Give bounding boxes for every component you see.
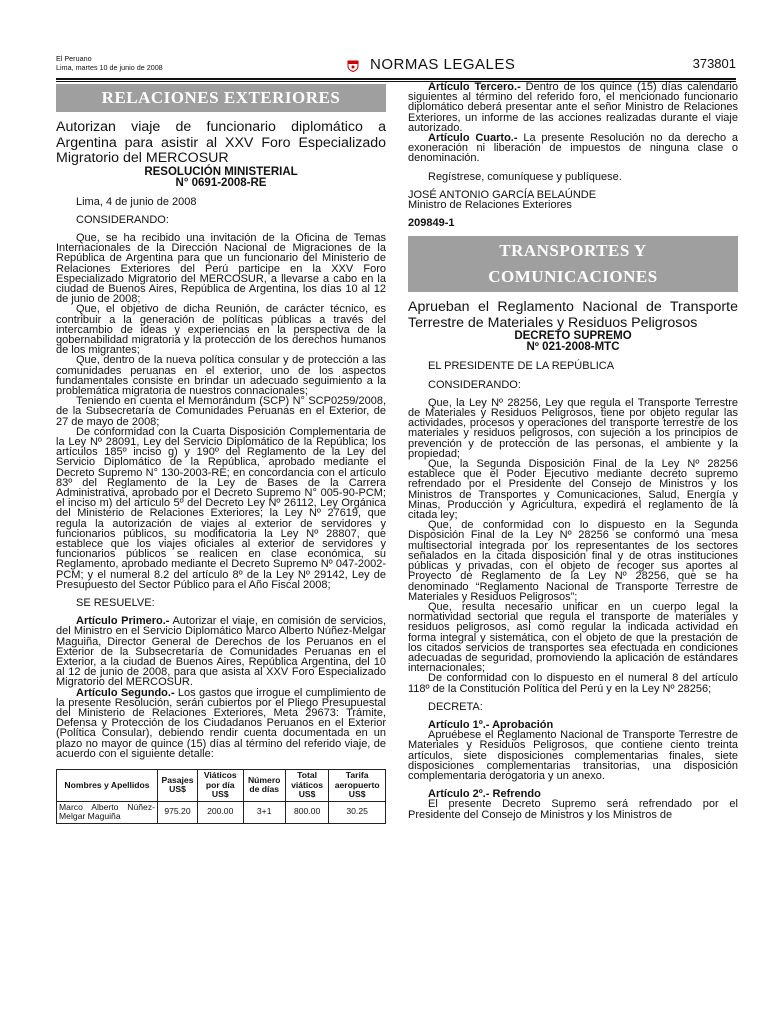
table-cell: 200.00	[197, 801, 243, 823]
reference-number: 209849-1	[408, 217, 455, 230]
resolution-code: N° 0691-2008-RE	[175, 176, 267, 189]
headline-right: Aprueban el Reglamento Nacional de Transporte Terrestre de Materiales y Residuos Peligrosos	[408, 299, 738, 331]
right-column	[408, 82, 738, 820]
table-cell: 30.25	[329, 801, 386, 823]
article-text: Autorizar el viaje, en comisión de servicios, del Ministro en el Servicio Diplomático Marco Alberto Núñez-Melgar Maguiña, Director General de Derechos de los Peruanos en el Exterior de la Subsecretaría de Comunidades Peruanas en el Exterior, a la ciudad de Buenos Aires, República Argentina, del 10 al 12 de junio de 2008, para que asista al XXV Foro Especializado Migratorio del MERCOSUR.	[56, 615, 386, 689]
page-number: 373801	[692, 56, 736, 71]
header-rule	[56, 78, 736, 80]
article-paragraph	[56, 688, 386, 759]
paragraph: Que, la Ley Nº 28256, Ley que regula el Transporte Terrestre de Materiales y Residuos Peligrosos, tiene por objeto regular las actividades, procesos y operaciones del transporte terrestre de los materiales y residuos peligrosos, con sujeción a los principios de prevención y de protección de las personas, el ambiente y la propiedad;	[408, 396, 738, 460]
article-label: Artículo Tercero.-	[428, 81, 521, 93]
section-banner-relaciones: RELACIONES EXTERIORES	[56, 84, 386, 112]
article-text: El presente Decreto Supremo será refrendado por el Presidente del Consejo de Ministros y los Ministros de	[408, 798, 738, 821]
article-text: Dentro de los quince (15) días calendario siguientes al término del referido foro, el mencionado funcionario diplomático deberá presentar ante el señor Ministro de Relaciones Exteriores, un informe de las acciones realizadas durante el viaje autorizado.	[408, 81, 738, 134]
decree-number	[408, 331, 738, 353]
column-header: Número de días	[243, 770, 285, 802]
article-label: Artículo Cuarto.-	[428, 132, 518, 145]
article-text: Los gastos que irrogue el cumplimiento de la presente Resolución, serán cubiertos por el Pliego Presupuestal del Ministerio de Relaciones Exteriores, Meta 29673: Trámite, Defensa y Protección de los Ciudadanos Peruanos en el Exterior (Política Consular), debiendo rendir cuenta documentada en un plazo no mayor de quince (15) días al término del referido viaje, de acuerdo con el siguiente detalle:	[56, 686, 386, 760]
peru-coat-of-arms-icon	[346, 60, 360, 72]
section-title: NORMAS LEGALES	[370, 56, 516, 73]
resolution-date: Lima, 4 de junio de 2008	[76, 195, 197, 208]
table-cell: Marco Alberto Núñez-Melgar Maguiña	[57, 801, 158, 823]
page-header	[56, 54, 736, 80]
decree-code: Nº 021-2008-MTC	[526, 341, 620, 354]
travel-expenses-table	[56, 769, 386, 824]
paragraph: Que, se ha recibido una invitación de la Oficina de Temas Internacionales de la Dirección Nacional de Migraciones de la República de Argentina para que un funcionario del Ministerio de Relaciones Exteriores del Perú participe en la XXV Foro Especializado Migratorio del MERCOSUR, a llevarse a cabo en la ciudad de Buenos Aires, República de Argentina, los días 10 al 12 de junio de 2008;	[56, 231, 386, 306]
paragraph: De conformidad con lo dispuesto en el numeral 8 del artículo 118º de la Constitución Política del Perú y en la Ley Nº 28256;	[408, 672, 738, 695]
signer-name: JOSÉ ANTONIO GARCÍA BELAÚNDE	[408, 188, 597, 201]
table-cell: 800.00	[285, 801, 328, 823]
article-paragraph	[408, 82, 738, 133]
president-line: EL PRESIDENTE DE LA REPÚBLICA	[428, 360, 615, 373]
column-header: Total viáticos US$	[285, 770, 328, 802]
publisher-name: El Peruano	[56, 54, 92, 63]
paragraph: Teniendo en cuenta el Memorándum (SCP) N° SCP0259/2008, de la Subsecretaría de Comunidades Peruanas en el Exterior, de 27 de mayo de 2008;	[56, 395, 386, 428]
left-column	[56, 84, 386, 824]
considerando-heading: CONSIDERANDO:	[428, 378, 521, 391]
signer-title: Ministro de Relaciones Exteriores	[408, 199, 572, 212]
article-title: Artículo 1º.- Aprobación	[428, 718, 554, 731]
paragraph: Que, el objetivo de dicha Reunión, de carácter técnico, es contribuir a la generación de políticas públicas a través del intercambio de ideas y experiencias en la perspectiva de la gobernabilidad migratoria y la protección de los derechos humanos de los migrantes;	[56, 303, 386, 357]
resolution-type: RESOLUCIÓN MINISTERIAL	[144, 165, 298, 178]
paragraph: Que, de conformidad con lo dispuesto en la Segunda Disposición Final de la Ley Nº 28256 se conformó una mesa multisectorial integrada por los representantes de los sectores señalados en la citada disposición final y de otras instituciones públicas y privadas, con el objeto de recoger sus aportes al Proyecto de Reglamento de la Ley Nº 28256, que se ha denominado “Reglamento Nacional de Transporte Terrestre de Materiales y Residuos Peligrosos”;	[408, 519, 738, 603]
column-header: Nombres y Apellidos	[57, 770, 158, 802]
issue-date: Lima, martes 10 de junio de 2008	[56, 63, 163, 72]
banner-line: COMUNICACIONES	[488, 267, 658, 287]
table-cell: 3+1	[243, 801, 285, 823]
column-header: Tarifa aeropuerto US$	[329, 770, 386, 802]
resolution-number	[56, 167, 386, 189]
article-text: La presente Resolución no da derecho a exoneración ni liberación de impuestos de ninguna clase o denominación.	[408, 132, 738, 165]
article-label: Artículo Primero.-	[76, 615, 170, 628]
paragraph: De conformidad con la Cuarta Disposición Complementaria de la Ley Nº 28091, Ley del Servicio Diplomático de la República; los artículos 185º inciso g) y 190º del Reglamento de la Ley del Servicio Diplomático de la República, aprobado mediante el Decreto Supremo N° 130-2003-RE; en concordancia con el artículo 83º del Reglamento de la Ley de Bases de la Carrera Administrativa, aprobado por el Decreto Supremo N° 005-90-PCM; el inciso m) del artículo 5º del Decreto Ley Nº 26112, Ley Orgánica del Ministerio de Relaciones Exteriores; la Ley Nº 27619, que regula la autorización de viajes al exterior de servidores y funcionarios públicos, su modificatoria la Ley Nº 28807, que establece que los viajes oficiales al exterior de servidores y funcionarios públicos se realicen en clase económica, su Reglamento, aprobado mediante el Decreto Supremo Nº 047-2002-PCM; y el numeral 8.2 del artículo 8º de la Ley Nº 29142, Ley de Presupuesto del Sector Público para el Año Fiscal 2008;	[56, 425, 386, 591]
article-text: Apruébese el Reglamento Nacional de Transporte Terrestre de Materiales y Residuos Peligrosos, que contiene ciento treinta artículos, siete disposiciones complementarias finales, siete disposiciones complementarias transitorias, una disposición complementaria derogatoria y un anexo.	[408, 729, 738, 782]
header-publisher-block	[56, 54, 163, 72]
decree-type: DECRETO SUPREMO	[514, 330, 632, 343]
column-header: Pasajes US$	[158, 770, 198, 802]
column-header: Viáticos por día US$	[197, 770, 243, 802]
article-label: Artículo Segundo.-	[76, 686, 175, 699]
article-paragraph	[408, 133, 738, 164]
article-paragraph	[56, 616, 386, 687]
article-title: Artículo 2º.- Refrendo	[428, 788, 541, 801]
table-cell: 975.20	[158, 801, 198, 823]
paragraph: Que, dentro de la nueva política consular y de protección a las comunidades peruanas en el exterior, uno de los aspectos fundamentales consiste en brindar un adecuado seguimiento a la problemática migratoria de nuestros connacionales;	[56, 354, 386, 397]
paragraph: Que, la Segunda Disposición Final de la Ley Nº 28256 establece que el Poder Ejecutivo mediante decreto supremo refrendado por el Presidente del Consejo de Ministros y los Ministros de Transportes y Comunicaciones, Salud, Energía y Minas, Producción y Agricultura, expedirá el reglamento de la citada ley;	[408, 458, 738, 522]
headline-left: Autorizan viaje de funcionario diplomático a Argentina para asistir al XXV Foro Especializado Migratorio del MERCOSUR	[56, 119, 386, 166]
paragraph: Que, resulta necesario unificar en un cuerpo legal la normatividad sectorial que regula el transporte de materiales y residuos peligrosos, así como regular la indicada actividad en forma integral y sistemática, con el objeto de que la prestación de los citados servicios de transportes sea efectuada en condiciones adecuadas de seguridad, promoviendo la aplicación de estándares internacionales;	[408, 600, 738, 675]
considerando-heading: CONSIDERANDO:	[76, 213, 169, 226]
decreta-heading: DECRETA:	[428, 700, 483, 713]
table-header-row	[57, 770, 386, 802]
banner-line: TRANSPORTES Y	[499, 241, 647, 261]
table-row	[57, 801, 386, 823]
closing-formula: Regístrese, comuníquese y publíquese.	[428, 170, 622, 183]
section-banner-transportes	[408, 236, 738, 292]
se-resuelve-heading: SE RESUELVE:	[76, 597, 155, 610]
